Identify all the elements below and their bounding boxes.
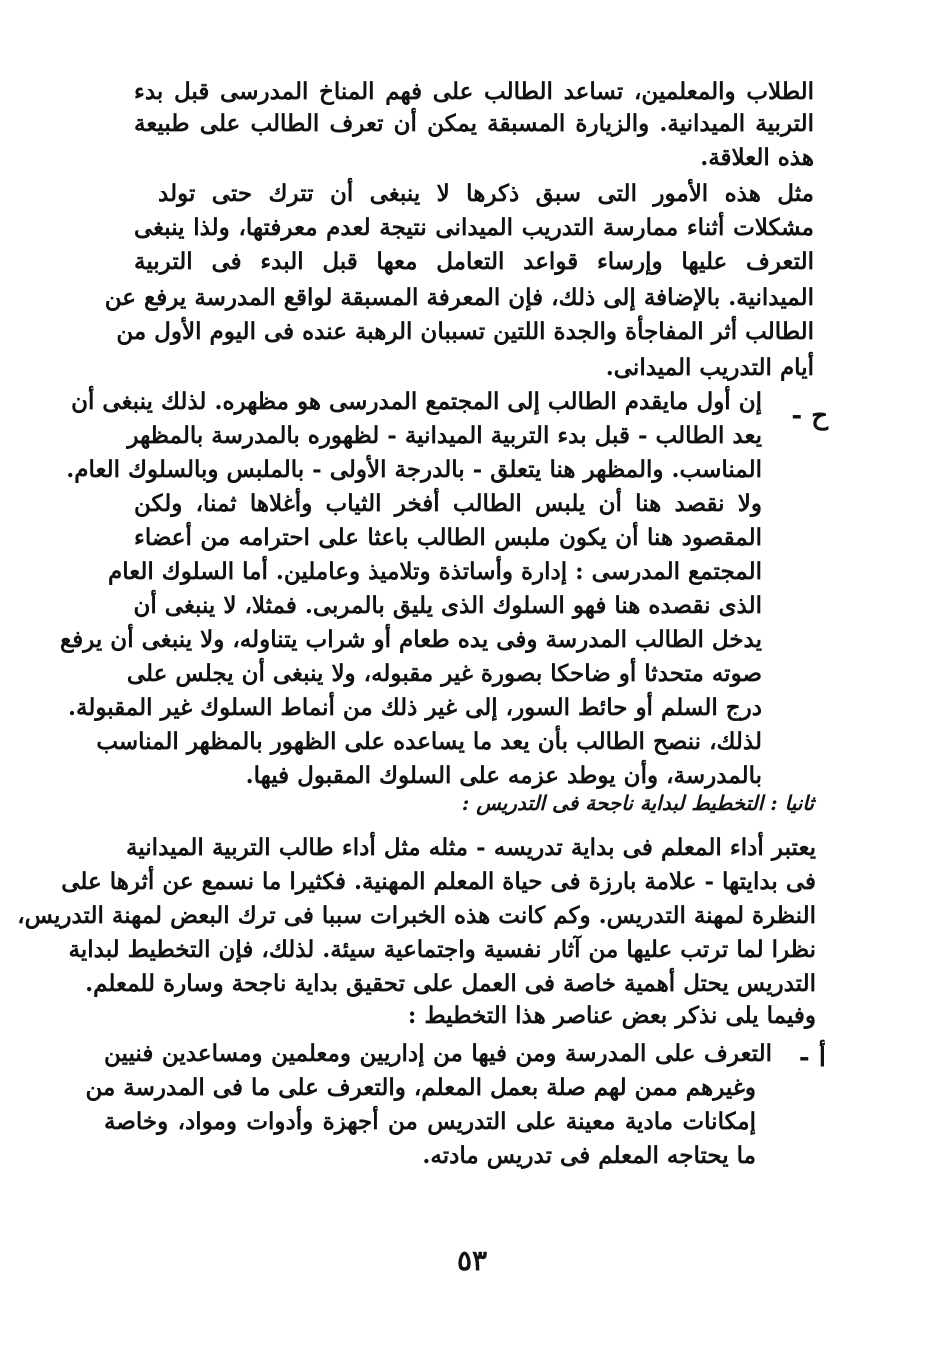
section-heading: ثانيا : التخطيط لبداية ناجحة فى التدريس : (461, 791, 814, 815)
item-h-line-9: صوته متحدثا أو ضاحكا بصورة غير مقبوله، ولا ينبغى أن يجلس على (126, 660, 762, 687)
item-h-line-7: الذى نقصده هنا فهو السلوك الذى يليق بالمربى. فمثلا، لا ينبغى أن (133, 592, 762, 619)
item-a-line-2: وغيرهم ممن لهم صلة بعمل المعلم، والتعرف على ما فى المدرسة من (85, 1074, 756, 1101)
item-h-line-6: المجتمع المدرسى : إدارة وأساتذة وتلاميذ وعاملين. أما السلوك العام (108, 558, 762, 585)
item-h-marker: ح - (791, 401, 828, 431)
paragraph-2-line-1: مثل هذه الأمور التى سبق ذكرها لا ينبغى أن تترك حتى تولد (158, 180, 814, 207)
paragraph-2-line-3: التعرف عليها وإرساء قواعد التعامل معها قبل البدء فى التربية (134, 248, 814, 275)
item-h-line-2: يعد الطالب - قبل بدء التربية الميدانية - لظهوره بالمدرسة بالمظهر (127, 422, 762, 449)
item-a-line-1: التعرف على المدرسة ومن فيها من إداريين ومعلمين ومساعدين فنيين (104, 1040, 772, 1067)
item-h-line-5: المقصود هنا أن يكون ملبس الطالب باعثا على احترامه من أعضاء (134, 524, 762, 551)
paragraph-1-line-3: هذه العلاقة. (700, 144, 814, 171)
paragraph-3-line-3: النظرة لمهنة التدريس. وكم كانت هذه الخبرات سببا فى ترك البعض لمهنة التدريس، (17, 902, 816, 929)
item-a-line-4: ما يحتاجه المعلم فى تدريس مادته. (422, 1142, 756, 1169)
item-h-line-4: ولا نقصد هنا أن يلبس الطالب أفخر الثياب وأغلاها ثمنا، ولكن (134, 490, 762, 517)
paragraph-3-line-5: التدريس يحتل أهمية خاصة فى العمل على تحقيق بداية ناجحة وسارة للمعلم. (85, 970, 816, 997)
paragraph-2-line-4: الميدانية. بالإضافة إلى ذلك، فإن المعرفة المسبقة لواقع المدرسة يرفع عن (104, 284, 814, 311)
paragraph-3-line-4: نظرا لما ترتب عليها من آثار نفسية واجتماعية سيئة. لذلك، فإن التخطيط لبداية (68, 936, 816, 963)
item-h-line-1: إن أول مايقدم الطالب إلى المجتمع المدرسى هو مظهره. لذلك ينبغى أن (71, 388, 762, 415)
item-a-line-3: إمكانات مادية معينة على التدريس من أجهزة وأدوات ومواد، وخاصة (104, 1108, 756, 1135)
paragraph-2-line-6: أيام التدريب الميدانى. (605, 354, 814, 381)
paragraph-1-line-2: التربية الميدانية. والزيارة المسبقة يمكن أن تعرف الطالب على طبيعة (134, 110, 814, 137)
item-h-line-10: درج السلم أو حائط السور، إلى غير ذلك من أنماط السلوك غير المقبولة. (68, 694, 762, 721)
item-h-line-3: المناسب. والمظهر هنا يتعلق - بالدرجة الأولى - بالملبس وبالسلوك العام. (66, 456, 762, 483)
paragraph-2-line-5: الطالب أثر المفاجأة والجدة اللتين تسببان الرهبة عنده فى اليوم الأول من (116, 318, 814, 345)
item-a-marker: أ - (798, 1043, 826, 1073)
paragraph-2-line-2: مشكلات أثناء ممارسة التدريب الميدانى نتيجة لعدم معرفتها، ولذا ينبغى (134, 214, 814, 241)
paragraph-1-line-1: الطلاب والمعلمين، تساعد الطالب على فهم المناخ المدرسى قبل بدء (134, 78, 814, 105)
item-h-line-8: يدخل الطالب المدرسة وفى يده طعام أو شراب يتناوله، ولا ينبغى أن يرفع (59, 626, 762, 653)
item-h-line-12: بالمدرسة، وأن يوطد عزمه على السلوك المقبول فيها. (245, 762, 762, 789)
paragraph-3-line-6: وفيما يلى نذكر بعض عناصر هذا التخطيط : (407, 1002, 816, 1029)
paragraph-3-line-1: يعتبر أداء المعلم فى بداية تدريسه - مثله مثل أداء طالب التربية الميدانية (126, 834, 816, 861)
paragraph-3-line-2: فى بدايتها - علامة بارزة فى حياة المعلم المهنية. فكثيرا ما نسمع عن أثرها على (61, 868, 816, 895)
item-h-line-11: لذلك، ننصح الطالب بأن يعد ما يساعده على الظهور بالمظهر المناسب (96, 728, 762, 755)
page-number: ٥٣ (456, 1244, 488, 1277)
